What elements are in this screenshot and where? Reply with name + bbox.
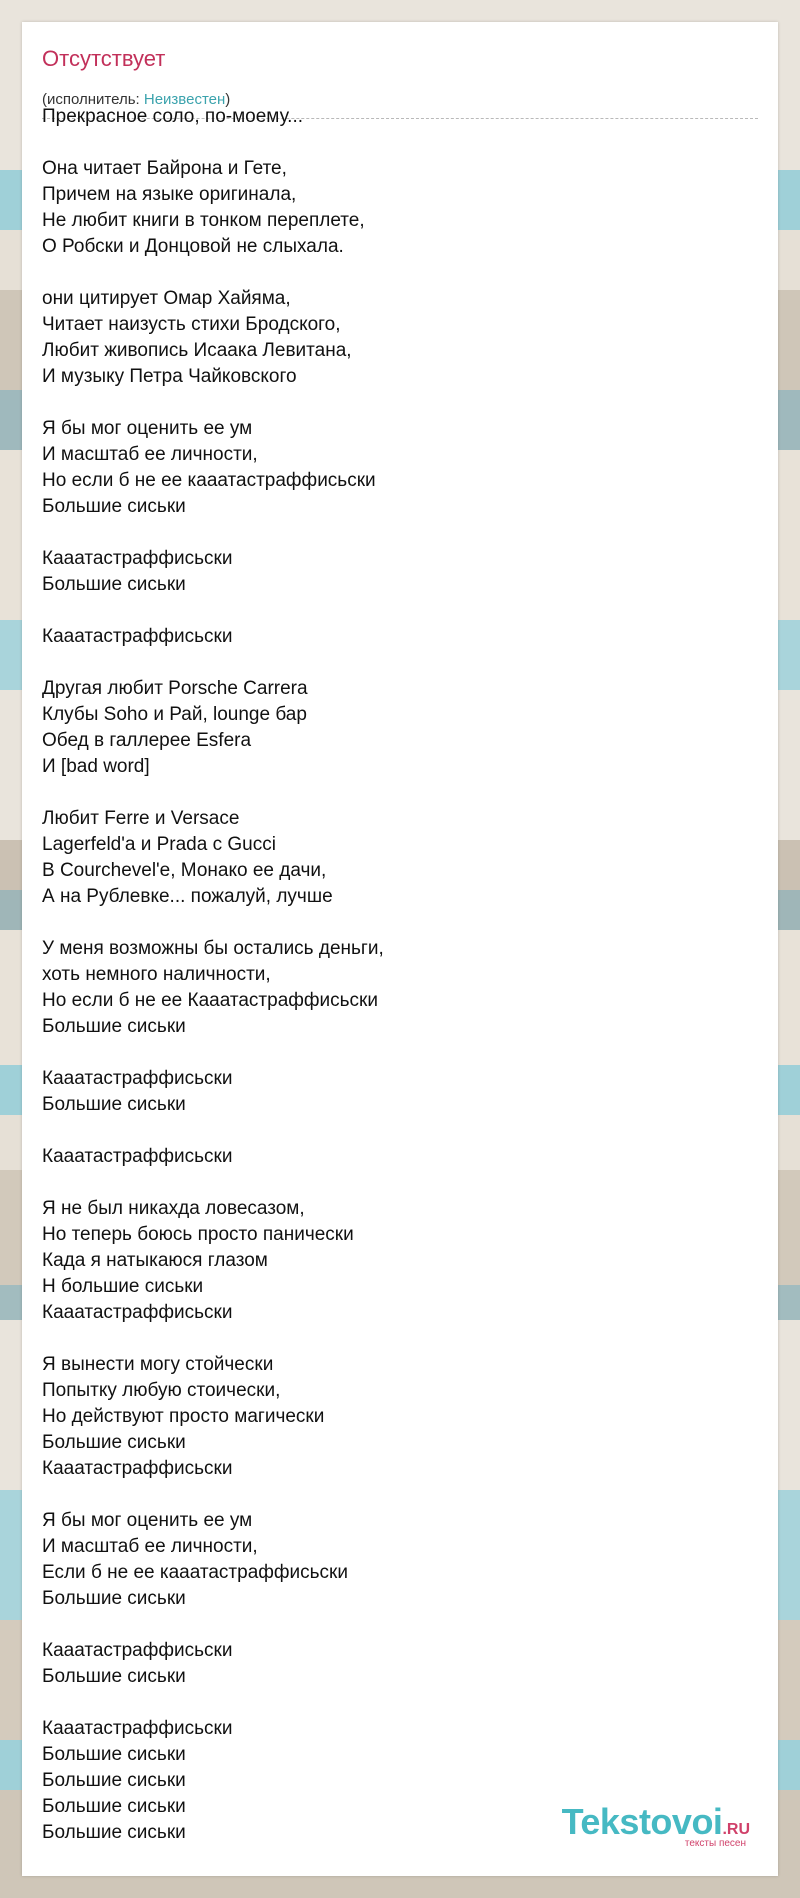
lyric-blank-line	[42, 780, 758, 806]
lyric-blank-line	[42, 1612, 758, 1638]
lyric-line: Не любит книги в тонком переплете,	[42, 210, 365, 231]
lyric-line: Большие сиськи	[42, 1666, 186, 1687]
lyric-line: В Courchevel'e, Монако ее дачи,	[42, 860, 327, 881]
lyric-line: Я не был никахда ловесазом,	[42, 1198, 305, 1219]
lyric-blank-line	[42, 1690, 758, 1716]
lyric-blank-line	[42, 1040, 758, 1066]
lyric-line: Любит Ferre и Versace	[42, 808, 240, 829]
artist-suffix: )	[225, 91, 231, 108]
lyric-blank-line	[42, 910, 758, 936]
lyric-line: хоть немного наличности,	[42, 964, 271, 985]
lyric-blank-line	[42, 390, 758, 416]
lyric-blank-line	[42, 260, 758, 286]
lyric-line: Большие сиськи	[42, 1432, 186, 1453]
lyric-blank-line	[42, 1170, 758, 1196]
logo-tld: .RU	[722, 1821, 750, 1838]
song-title: Отсутствует	[42, 46, 166, 71]
lyric-line: Но если б не ее кааатастраффисьски	[42, 470, 376, 491]
lyric-line: Большие сиськи	[42, 574, 186, 595]
lyric-blank-line	[42, 1482, 758, 1508]
lyric-line: Большие сиськи	[42, 1796, 186, 1817]
lyric-line: Я бы мог оценить ее ум	[42, 1510, 253, 1531]
lyric-line: Кааатастраффисьски	[42, 1068, 233, 1089]
lyric-line: Большие сиськи	[42, 1744, 186, 1765]
lyric-line: Када я натыкаюся глазом	[42, 1250, 268, 1271]
lyric-line: Кааатастраффисьски	[42, 1146, 233, 1167]
lyric-line: Но теперь боюсь просто панически	[42, 1224, 354, 1245]
lyric-line: Кааатастраффисьски	[42, 1458, 233, 1479]
artist-prefix: (исполнитель:	[42, 91, 144, 108]
lyric-line: Прекрасное соло, по-моему...	[42, 106, 304, 127]
lyric-line: Большие сиськи	[42, 1770, 186, 1791]
lyric-line: Но действуют просто магически	[42, 1406, 325, 1427]
artist-link[interactable]: Неизвестен	[143, 91, 226, 108]
lyric-line: Н большие сиськи	[42, 1276, 204, 1297]
lyric-blank-line	[42, 1326, 758, 1352]
lyric-line: Большие сиськи	[42, 496, 186, 517]
lyric-line: Обед в галлерее Esfera	[42, 730, 252, 751]
lyric-line: Кааатастраффисьски	[42, 1718, 233, 1739]
lyric-line: И [bad word]	[42, 756, 150, 777]
lyric-line: И музыку Петра Чайковского	[42, 366, 297, 387]
lyric-line: О Робски и Донцовой не слыхала.	[42, 236, 344, 257]
lyrics-text	[42, 104, 758, 1846]
lyric-line: Я бы мог оценить ее ум	[42, 418, 253, 439]
lyric-line: Кааатастраффисьски	[42, 548, 233, 569]
lyric-line: Но если б не ее Кааатастраффисьски	[42, 990, 378, 1011]
lyric-line: Если б не ее кааатастраффисьски	[42, 1562, 348, 1583]
lyric-line: Другая любит Porsche Carrera	[42, 678, 308, 699]
lyric-line: они цитирует Омар Хайяма,	[42, 288, 291, 309]
lyric-line: Клубы Soho и Рай, lounge бар	[42, 704, 307, 725]
lyric-blank-line	[42, 1118, 758, 1144]
lyric-line: Большие сиськи	[42, 1094, 186, 1115]
lyric-line: Кааатастраффисьски	[42, 1302, 233, 1323]
lyric-line: А на Рублевке... пожалуй, лучше	[42, 886, 333, 907]
lyric-line: Причем на языке оригинала,	[42, 184, 297, 205]
lyric-line: Кааатастраффисьски	[42, 1640, 233, 1661]
lyric-line: Я вынести могу стойчески	[42, 1354, 274, 1375]
logo-tagline: тексты песен	[684, 1838, 746, 1849]
site-logo[interactable]	[510, 1802, 750, 1852]
lyric-line: Кааатастраффисьски	[42, 626, 233, 647]
lyric-line: Большие сиськи	[42, 1822, 186, 1843]
lyric-line: Она читает Байрона и Гете,	[42, 158, 287, 179]
lyric-line: Любит живопись Исаака Левитана,	[42, 340, 352, 361]
lyrics-card	[22, 22, 778, 1876]
lyric-line: Большие сиськи	[42, 1588, 186, 1609]
logo-name: Tekstovoi	[561, 1801, 723, 1842]
lyric-line: И масштаб ее личности,	[42, 444, 258, 465]
lyric-line: Lagerfeld'a и Prada с Gucci	[42, 834, 276, 855]
lyric-line: И масштаб ее личности,	[42, 1536, 258, 1557]
lyric-blank-line	[42, 598, 758, 624]
lyric-line: У меня возможны бы остались деньги,	[42, 938, 384, 959]
lyric-line: Попытку любую стоически,	[42, 1380, 281, 1401]
lyric-line: Читает наизусть стихи Бродского,	[42, 314, 341, 335]
lyric-line: Большие сиськи	[42, 1016, 186, 1037]
lyric-blank-line	[42, 130, 758, 156]
lyric-blank-line	[42, 520, 758, 546]
lyric-blank-line	[42, 650, 758, 676]
